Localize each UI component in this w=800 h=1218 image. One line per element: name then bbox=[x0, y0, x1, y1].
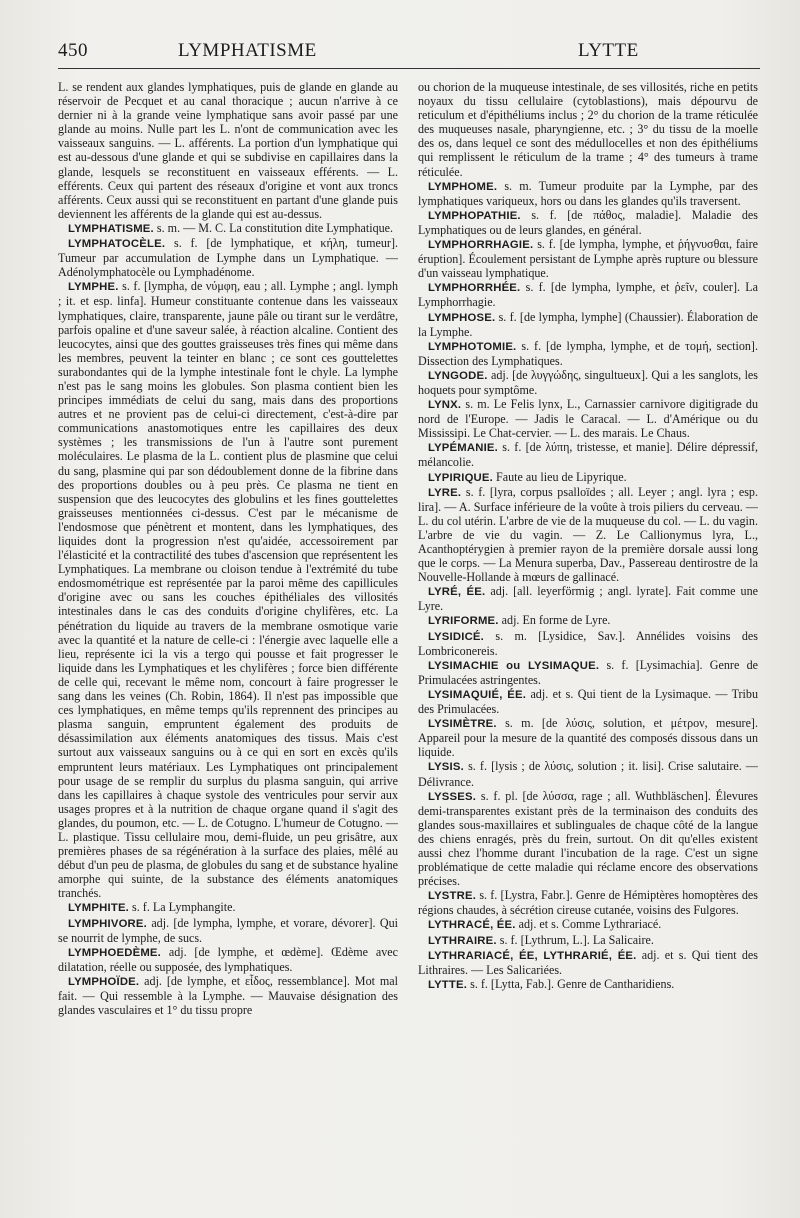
dictionary-entry bbox=[418, 440, 758, 469]
entry-definition: adj. [all. leyerförmig ; angl. lyrate]. Fait comme une Lyre. bbox=[418, 584, 758, 614]
entry-headword: LYSSES. bbox=[428, 790, 477, 803]
dictionary-entry bbox=[418, 368, 758, 397]
dictionary-entry bbox=[418, 716, 758, 759]
dictionary-entry bbox=[418, 310, 758, 339]
entry-definition: adj. [de lymphe, et œdème]. Œdème avec dilatation, réelle ou supposée, des lymphatiques. bbox=[58, 944, 398, 974]
entry-headword: LYPIRIQUE. bbox=[428, 471, 493, 484]
entry-definition: s. f. [lysis ; de λύσις, solution ; it. lisi]. Crise salutaire. — Délivrance. bbox=[418, 759, 758, 789]
dictionary-entry bbox=[58, 945, 398, 974]
dictionary-entry bbox=[418, 888, 758, 917]
entry-definition: L. se rendent aux glandes lymphatiques, puis de glande en glande au réservoir de Pecquet et au canal thoracique ; aucun n'arrive à ce dernier ni à la grande veine lymphatique sans avoir passé par une glande au moins. Nulle part les L. n'ont de communication avec les vaisseaux sanguins. — L. afférents. La portion d'un lymphatique qui est au-dessous d'une glande et qui se subdivise en capillaires dans la glande, lesquels se reconstituent en vaisseaux efférents. — L. efférents. Ceux qui partent des réseaux d'origine et vont aux troncs afférents. Ceux aussi qui se reconstituent en partant d'une glande puis deviennent les afférents de la glande qui est au-dessus. bbox=[58, 80, 398, 221]
entry-definition: s. f. pl. [de λύσσα, rage ; all. Wuthbläschen]. Élevures demi-transparentes existant près de la terminaison des conduits des glandes sous-maxillaires et sublinguales de chaque côté de la langue des chiens enragés, près du frein, surtout. On dit qu'elles existent aussi chez l'homme durant l'incubation de la rage. C'est un signe problématique de cette maladie qui réclame encore des observations précises. bbox=[418, 788, 758, 889]
entry-headword: LYSTRE. bbox=[428, 890, 477, 903]
entry-definition: adj. [de lymphe, et εἶδος, ressemblance]. Mot mal fait. — Qui ressemble à la Lymphe. — Mauvaise désignation des glandes vasculaires et 1° du tissu propre bbox=[58, 973, 398, 1018]
entry-definition: s. f. [Lysimachia]. Genre de Primulacées astringentes. bbox=[418, 657, 758, 687]
entry-headword: LYMPHATOCÈLE. bbox=[68, 238, 166, 251]
entry-definition: adj. et s. Qui tient de la Lysimaque. — Tribu des Primulacées. bbox=[418, 686, 758, 717]
entry-headword: LYSIS. bbox=[428, 761, 464, 774]
entry-headword: LYTTE. bbox=[428, 978, 468, 991]
entry-definition: s. f. [de lymphatique, et κήλη, tumeur]. Tumeur par accumulation de Lymphe dans un Lymphatique. — Adénolymphatocèle ou Lymphadénome. bbox=[58, 236, 398, 280]
dictionary-entry bbox=[58, 974, 398, 1017]
entry-definition: s. f. [Lythrum, L.]. La Salicaire. bbox=[499, 932, 654, 947]
dictionary-entry bbox=[418, 208, 758, 237]
header-left-word: LYMPHATISME bbox=[178, 40, 317, 61]
dictionary-entry bbox=[418, 237, 758, 280]
entry-definition: s. m. [Lysidice, Sav.]. Annélides voisins des Lombriconereis. bbox=[418, 628, 758, 658]
entry-headword: LYMPHOEDÈME. bbox=[68, 946, 162, 959]
dictionary-entry bbox=[418, 613, 758, 628]
entry-definition: adj. [de λυγγώδης, singultueux]. Qui a les sanglots, les hoquets pour symptôme. bbox=[418, 367, 758, 397]
entry-headword: LYRE. bbox=[428, 486, 462, 499]
entry-definition: Faute au lieu de Lipyrique. bbox=[496, 469, 627, 484]
entry-headword: LYMPHORRHÉE. bbox=[428, 282, 521, 295]
entry-headword: LYMPHIVORE. bbox=[68, 917, 147, 930]
right-column bbox=[418, 80, 758, 1168]
entry-headword: LYSIMACHIE ou LYSIMAQUE. bbox=[428, 659, 600, 672]
dictionary-entry bbox=[58, 916, 398, 945]
entry-definition: s. m. Le Felis lynx, L., Carnassier carnivore digitigrade du nord de l'Europe. — Jadis le Caracal. — L. d'Amérique ou du Mississipi. Le Chat-cervier. — L. des marais. Le Chaus. bbox=[418, 397, 758, 441]
dictionary-entry bbox=[418, 948, 758, 977]
entry-definition: s. f. [Lystra, Fabr.]. Genre de Hémiptères homoptères des régions chaudes, à sécrétion cireuse cutanée, voisins des Fulgores. bbox=[418, 888, 758, 918]
entry-headword: LYMPHOPATHIE. bbox=[428, 209, 521, 222]
entry-headword: LYNX. bbox=[428, 399, 462, 412]
dictionary-entry bbox=[418, 584, 758, 613]
entry-definition: s. f. [lyra, corpus psalloïdes ; all. Leyer ; angl. lyra ; esp. lira]. — A. Surface inférieure de la voûte à trois piliers du cerveau. — L. du col utérin. L'arbre de vie de la muqueuse du col. — L. du vagin. L'arbre de vie du vagin. — Z. Le Callionymus lyra, L., Acanthoptérygien à premier rayon de la première dorsale aussi long que le corps. — La Menura superba, Dav., Passereau dentirostre de la Nouvelle-Hollande à mœurs de gallinacé. bbox=[418, 484, 758, 585]
entry-headword: LYSIDICÉ. bbox=[428, 630, 485, 643]
left-column bbox=[58, 80, 398, 1168]
entry-definition: adj. et s. Qui tient des Lithraires. — Les Salicariées. bbox=[418, 947, 758, 977]
entry-definition: s. f. [de πάθος, maladie]. Maladie des Lymphatiques ou de leurs glandes, en général. bbox=[418, 207, 758, 237]
entry-headword: LYMPHOTOMIE. bbox=[428, 340, 517, 353]
header-right-word: LYTTE bbox=[578, 40, 639, 61]
entry-headword: LYMPHATISME. bbox=[68, 222, 154, 235]
entry-definition: ou chorion de la muqueuse intestinale, de ses villosités, riche en petits noyaux du tissu cellulaire (cytoblastions), mais dépourvu de reticulum et d'épithéliums inclus ; 2° du chorion de la trame réticulée des muqueuses nasale, pharyngienne, etc. ; 3° du tissu de la moelle des os, dans lequel ce sont des médullocelles et non des épithéliums qui remplissent le réticulum de la trame ; 4° des tumeurs à trame réticulée. bbox=[418, 80, 758, 179]
entry-headword: LYTHRAIRE. bbox=[428, 934, 497, 947]
dictionary-entry bbox=[418, 280, 758, 309]
dictionary-entry bbox=[418, 759, 758, 788]
entry-headword: LYMPHITE. bbox=[68, 902, 130, 915]
entry-definition: s. f. [de lympha, lymphe, et ῥεῖν, couler]. La Lymphorrhagie. bbox=[418, 280, 758, 310]
entry-headword: LYMPHORRHAGIE. bbox=[428, 239, 534, 252]
entry-headword: LYTHRACÉ, ÉE. bbox=[428, 919, 516, 932]
dictionary-entry bbox=[58, 221, 398, 236]
entry-definition: adj. et s. Comme Lythrariacé. bbox=[518, 917, 662, 932]
dictionary-entry bbox=[418, 977, 758, 992]
dictionary-entry bbox=[418, 485, 758, 585]
entry-headword: LYRIFORME. bbox=[428, 615, 499, 628]
entry-definition: adj. En forme de Lyre. bbox=[501, 613, 611, 628]
dictionary-entry bbox=[418, 658, 758, 687]
entry-headword: LYPÉMANIE. bbox=[428, 442, 499, 455]
dictionary-entry bbox=[418, 339, 758, 368]
header-rule bbox=[58, 68, 760, 69]
dictionary-entry bbox=[418, 629, 758, 658]
entry-headword: LYSIMÈTRE. bbox=[428, 718, 497, 731]
dictionary-entry bbox=[418, 917, 758, 932]
entry-headword: LYMPHOSE. bbox=[428, 311, 496, 324]
dictionary-entry bbox=[418, 789, 758, 889]
entry-headword: LYMPHOÏDE. bbox=[68, 975, 140, 988]
entry-headword: LYSIMAQUIÉ, ÉE. bbox=[428, 688, 527, 701]
entry-definition: s. m. [de λύσις, solution, et μέτρον, mesure]. Appareil pour la mesure de la quantité des composés dissous dans un liquide. bbox=[418, 716, 758, 760]
entry-headword: LYMPHOME. bbox=[428, 180, 498, 193]
entry-definition: s. f. [de lympha, lymphe, et de τομή, section]. Dissection des Lymphatiques. bbox=[418, 338, 758, 368]
entry-definition: s. f. La Lymphangite. bbox=[132, 900, 236, 915]
running-header bbox=[58, 40, 760, 70]
dictionary-entry bbox=[418, 397, 758, 440]
dictionary-entry bbox=[58, 80, 398, 221]
dictionary-entry bbox=[58, 279, 398, 900]
entry-definition: s. f. [de λύπη, tristesse, et manie]. Délire dépressif, mélancolie. bbox=[418, 440, 758, 470]
entry-definition: s. f. [Lytta, Fab.]. Genre de Cantharidiens. bbox=[470, 976, 675, 991]
entry-headword: LYMPHE. bbox=[68, 281, 119, 294]
dictionary-entry bbox=[418, 179, 758, 208]
page-number: 450 bbox=[58, 40, 88, 61]
dictionary-entry bbox=[418, 933, 758, 948]
dictionary-entry bbox=[418, 470, 758, 485]
dictionary-entry bbox=[58, 900, 398, 915]
entry-definition: s. f. [de lympha, lymphe, et ῥήγνυσθαι, faire éruption]. Écoulement persistant de Lymphe après rupture ou blessure d'un vaisseau lymphatique. bbox=[418, 237, 758, 281]
entry-definition: s. m. Tumeur produite par la Lymphe, par des lymphatiques variqueux, hors ou dans les glandes qu'ils traversent. bbox=[418, 178, 758, 208]
entry-headword: LYRÉ, ÉE. bbox=[428, 586, 486, 599]
dictionary-entry bbox=[418, 80, 758, 179]
dictionary-entry bbox=[418, 687, 758, 716]
entry-definition: s. f. [lympha, de νύμφη, eau ; all. Lymphe ; angl. lymph ; it. et esp. linfa]. Humeur constituante contenue dans les vaisseaux lymphatiques, claire, transparente, jaune pâle ou tirant sur le verdâtre, parfois opaline et d'une saveur salée, à réaction alcaline. Contient des leucocytes, ainsi que des gouttes graisseuses très fines qui même dans les membres, peuvent la teinter en blanc ; ce sont ces gouttelettes surabondantes qui de la lymphe intestinale font le chyle. La lymphe n'est pas le sang moins les globules. Son plasma contient bien les principes immédiats de celui du sang, mais dans des proportions autres et ne provient pas de celui-ci directement, c'est-à-dire par communications anastomotiques entre les capillaires des deux systèmes ; les transmissions de l'un à l'autre sont purement moléculaires. Le plasma de la L. contient plus de plasmine que celui du sang, plasmine qui par son dédoublement donne de la fibrine dans des proportions doubles ou à peu près. Ce plasma ne tient en suspension que des leucocytes des globulins et les fines gouttelettes graisseuses mentionnées ci-dessus. C'est par le mécanisme de l'endosmose que pénètrent et montent, dans les lymphatiques, des liquides dont la progression n'est qu'aidée, accessoirement par l'élasticité et la contractilité des tubes d'ascension que représentent les Lymphatiques. La membrane ou cloison tendue à l'extrémité du tube endosmométrique est représentée par la paroi même des capillicules d'origine avec ou sans les couches épithéliales des villosités intestinales dans le cas des conduits d'origine chylifères, etc. La pénétration du liquide au travers de la membrane osmotique varie avec la quantité et la nature de celle-ci : l'énergie avec laquelle elle a lieu, représente ici la vis a tergo qui pousse et fait progresser le liquide dans les Lymphatiques et les chylifères ; force bien différente de celle qui, recevant le même nom, concourt à faire progresser le sang dans les veines (Ch. Robin, 1864). Il n'est pas impossible que ces lymphatiques, en même temps qu'ils reprennent des principes au plasma sanguin, empruntent également des produits de désassimilation aux éléments anatomiques des tissus. Mais c'est surtout aux vaisseaux sanguins ou à ce qui en sort en excès qu'ils empruntent leurs matériaux. Les Lymphatiques ont principalement pour usage de se remplir du surplus du plasma sanguin, qui arrive dans les capillaires à chaque systole des ventricules pour servir aux usages propres et à la nutrition de chaque organe quand il s'agit des glandes, du poumon, etc. — L. de Cotugno. L'humeur de Cotugno. — L. plastique. Tissu cellulaire mou, demi-fluide, un peu grisâtre, aux premières phases de sa régénération à la surface des plaies, mêlé au début d'un peu de plasma, de globules du sang et de substance hyaline amorphe qui suinte, de la substance des éléments anatomiques tranchés. bbox=[58, 279, 398, 901]
entry-definition: s. m. — M. C. La constitution dite Lymphatique. bbox=[156, 220, 394, 235]
dictionary-entry bbox=[58, 236, 398, 279]
entry-headword: LYTHRARIACÉ, ÉE, LYTHRARIÉ, ÉE. bbox=[428, 949, 637, 962]
entry-definition: s. f. [de lympha, lymphe] (Chaussier). Élaboration de la Lymphe. bbox=[418, 309, 758, 339]
entry-headword: LYNGODE. bbox=[428, 369, 488, 382]
entry-definition: adj. [de lympha, lymphe, et vorare, dévorer]. Qui se nourrit de lymphe, de sucs. bbox=[58, 915, 398, 945]
